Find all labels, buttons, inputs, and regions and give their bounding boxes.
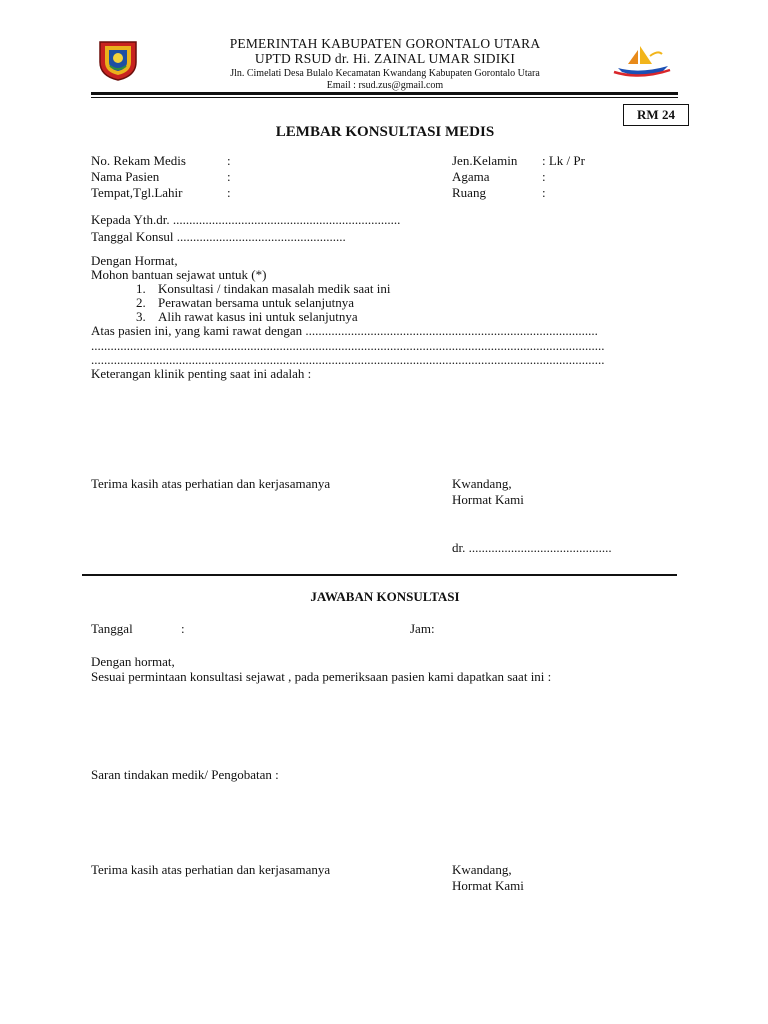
jawaban-tanggal-label: Tanggal	[91, 621, 133, 636]
header-address: Jln. Cimelati Desa Bulalo Kecamatan Kwandang Kabupaten Gorontalo Utara	[230, 68, 540, 79]
option-text: Alih rawat kasus ini untuk selanjutnya	[158, 309, 358, 324]
option-text: Konsultasi / tindakan masalah medik saat ini	[158, 281, 391, 296]
regards-text: Hormat Kami	[452, 492, 524, 507]
jawaban-regards-text: Hormat Kami	[452, 878, 524, 893]
header-rule-thin	[91, 97, 678, 98]
doctor-signature-line: dr. ............................................	[452, 540, 612, 555]
saran-tindakan: Saran tindakan medik/ Pengobatan :	[91, 767, 279, 782]
form-code: RM 24	[637, 107, 675, 122]
label-tempat-tgl-lahir: Tempat,Tgl.Lahir	[91, 185, 183, 200]
dotted-line: ..............................................................................................................................................................	[91, 352, 605, 367]
sep-nama-pasien: :	[227, 169, 231, 184]
section-divider	[82, 574, 677, 576]
diagnosis-line: Atas pasien ini, yang kami rawat dengan ..........................................................................................	[91, 323, 598, 338]
jawaban-tanggal-sep: :	[181, 621, 185, 636]
kepada-field: Kepada Yth.dr. ......................................................................	[91, 212, 401, 227]
label-jen-kelamin: Jen.Kelamin	[452, 153, 518, 168]
option-number: 2.	[136, 295, 146, 310]
regency-emblem-logo	[96, 38, 140, 82]
dotted-line: ..............................................................................................................................................................	[91, 338, 605, 353]
label-no-rekam-medis: No. Rekam Medis	[91, 153, 186, 168]
jawaban-thanks-text: Terima kasih atas perhatian dan kerjasamanya	[91, 862, 331, 877]
header-rule-thick	[91, 92, 678, 95]
header-line2: UPTD RSUD dr. Hi. ZAINAL UMAR SIDIKI	[254, 51, 516, 66]
sep-tempat-tgl-lahir: :	[227, 185, 231, 200]
request-line: Mohon bantuan sejawat untuk (*)	[91, 267, 267, 282]
keterangan-klinik: Keterangan klinik penting saat ini adalah :	[91, 366, 312, 381]
tanggal-konsul-field: Tanggal Konsul ....................................................	[91, 229, 346, 244]
option-text: Perawatan bersama untuk selanjutnya	[158, 295, 355, 310]
jawaban-place-text: Kwandang,	[452, 862, 512, 877]
jawaban-greeting: Dengan hormat,	[91, 654, 175, 669]
option-number: 3.	[136, 309, 146, 324]
jawaban-findings: Sesuai permintaan konsultasi sejawat , pada pemeriksaan pasien kami dapatkan saat ini :	[91, 669, 552, 684]
sep-no-rekam-medis: :	[227, 153, 231, 168]
form-code-box	[623, 104, 689, 126]
greeting: Dengan Hormat,	[91, 253, 178, 268]
sep-jen-kelamin: : Lk / Pr	[542, 153, 585, 168]
option-number: 1.	[136, 281, 146, 296]
jawaban-title: JAWABAN KONSULTASI	[310, 589, 460, 604]
header-email: Email : rsud.zus@gmail.com	[326, 80, 444, 91]
thanks-text: Terima kasih atas perhatian dan kerjasamanya	[91, 476, 331, 491]
sep-ruang: :	[542, 185, 546, 200]
label-agama: Agama	[452, 169, 490, 184]
jawaban-jam-label: Jam:	[410, 621, 435, 636]
header-line1: PEMERINTAH KABUPATEN GORONTALO UTARA	[229, 36, 541, 51]
label-ruang: Ruang	[452, 185, 486, 200]
place-text: Kwandang,	[452, 476, 512, 491]
label-nama-pasien: Nama Pasien	[91, 169, 160, 184]
sep-agama: :	[542, 169, 546, 184]
form-title: LEMBAR KONSULTASI MEDIS	[275, 124, 495, 140]
